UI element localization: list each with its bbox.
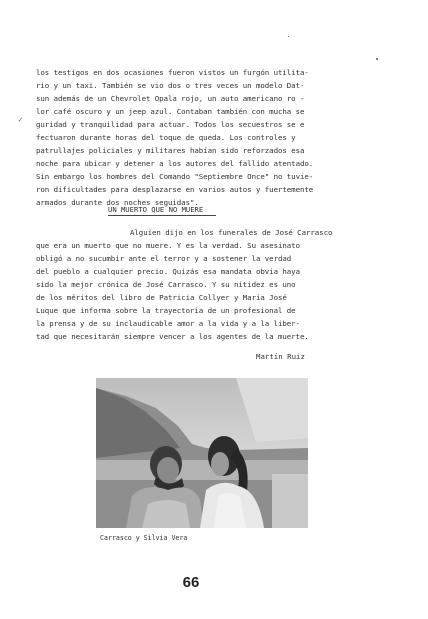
paragraph-line: tad que necesitarán siempre vencer a los agentes de la muerte. [36,332,309,341]
text-line: Sin embargo los hombres del Comando "Septiembre Once" no tuvie- [36,172,314,181]
paragraph-line: del pueblo a cualquier precio. Quizás esa mandata obvia haya [36,267,300,276]
paper-speck [376,58,378,60]
paragraph-line: la prensa y de su inclaudicable amor a la vida y a la liber- [36,319,300,328]
photo-carrasco-vera [96,378,308,528]
text-line: noche para ubicar y detener a los autores del fallido atentado. [36,159,314,168]
paragraph-line: Alguien dijo en los funerales de José Carrasco [130,228,333,237]
text-line: sun además de un Chevrolet Opala rojo, un auto americano ro - [36,94,305,103]
paragraph-line: sido la mejor crónica de José Carrasco. Y su nitidez es uno [36,280,296,289]
paragraph-line: obligó a no sucumbir ante el terror y a sostener la verdad [36,254,292,263]
text-line: fectuaron durante horas del toque de queda. Los controles y [36,133,296,142]
text-line: ron dificultades para desplazarse en varios autos y fuertemente [36,185,314,194]
text-line: lor café oscuro y un jeep azul. Contaban también con mucha se [36,107,305,116]
author-signature: Martín Ruiz [256,352,305,361]
page-number: 66 [182,574,200,591]
text-line: los testigos en dos ocasiones fueron vistos un furgón utilita- [36,68,309,77]
text-line: armados durante dos noches seguidas". [36,198,199,207]
paper-speck [288,36,289,37]
section-heading: UN MUERTO QUE NO MUERE [108,205,204,214]
text-line: rio y un taxi. También se vio dos o tres veces un modelo Dat- [36,81,305,90]
text-line: guridad y tranquilidad para actuar. Todos los secuestros se e [36,120,305,129]
margin-checkmark: ✓ [18,115,23,124]
heading-underline [108,215,216,216]
paragraph-line: que era un muerto que no muere. Y es la verdad. Su asesinato [36,241,300,250]
paragraph-line: Luque que informa sobre la trayectoria de un profesional de [36,306,296,315]
paragraph-line: de los méritos del libro de Patricia Collyer y María José [36,293,287,302]
photo-caption: Carrasco y Silvia Vera [100,534,188,542]
text-line: patrullajes policiales y militares habían sido reforzados esa [36,146,305,155]
